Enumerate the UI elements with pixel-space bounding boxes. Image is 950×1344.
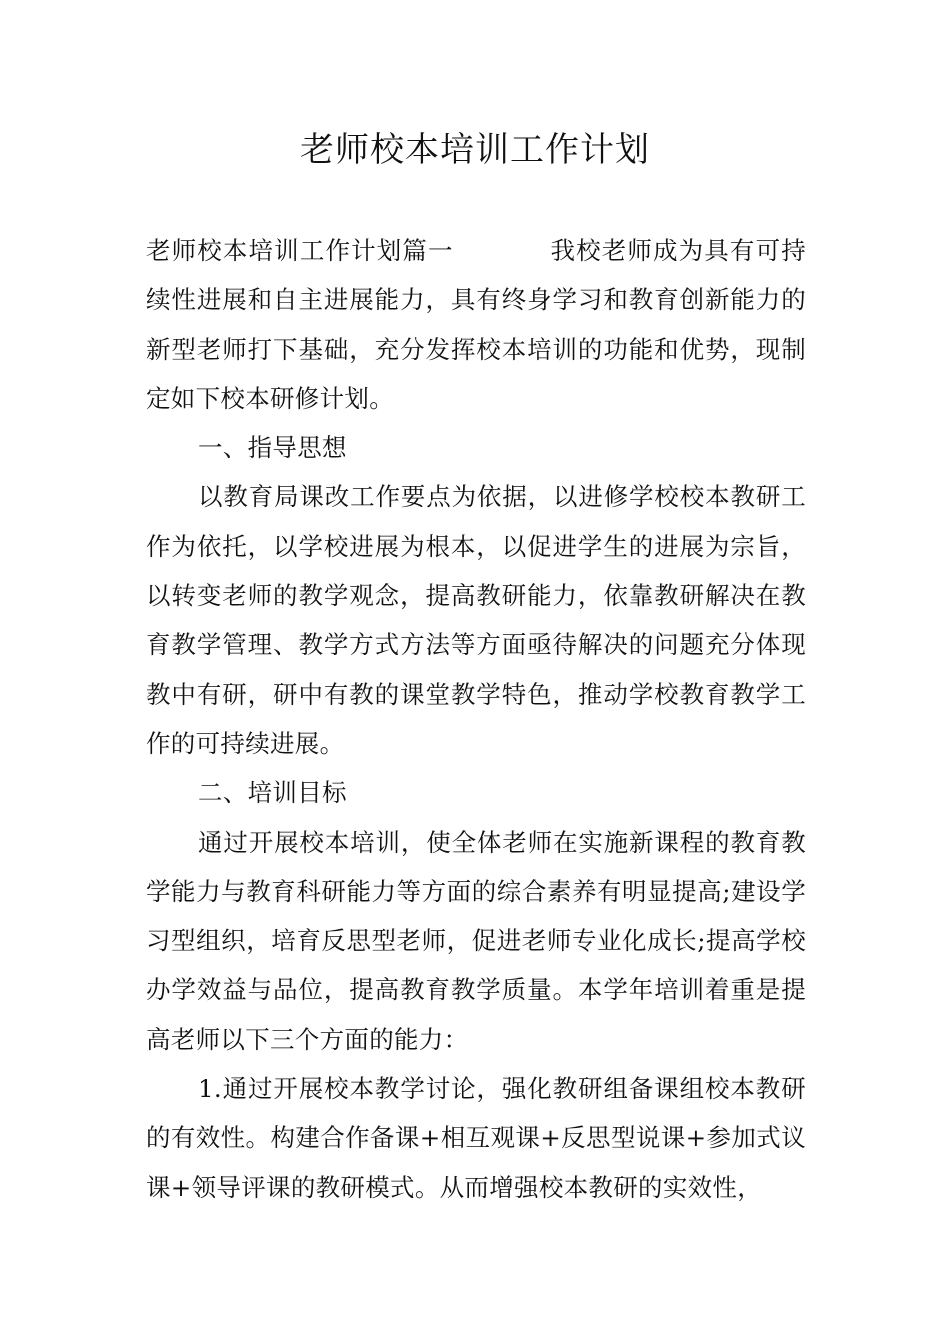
document-title: 老师校本培训工作计划 — [300, 130, 650, 170]
document-body — [146, 226, 806, 1212]
paragraph-training-goals: 通过开展校本培训，使全体老师在实施新课程的教育教学能力与教育科研能力等方面的综合素养有明显提高;建设学习型组织，培育反思型老师，促进老师专业化成长;提高学校办学效益与品位，提高教育教学质量。本学年培训着重是提高老师以下三个方面的能力： — [146, 827, 806, 1054]
paragraph-guiding-ideology: 以教育局课改工作要点为依据，以进修学校校本教研工作为依托，以学校进展为根本，以促进学生的进展为宗旨，以转变老师的教学观念，提高教研能力，依靠教研解决在教育教学管理、教学方式方法等方面亟待解决的问题充分体现教中有研，研中有教的课堂教学特色，推动学校教育教学工作的可持续进展。 — [146, 482, 806, 758]
intro-heading: 老师校本培训工作计划篇一 — [146, 236, 454, 265]
intro-paragraph — [146, 226, 806, 423]
section-heading-guiding-ideology: 一、指导思想 — [198, 433, 347, 463]
paragraph-item-1: 1.通过开展校本教学讨论，强化教研组备课组校本教研的有效性。构建合作备课+相互观课+反思型说课+参加式议课+领导评课的教研模式。从而增强校本教研的实效性， — [146, 1074, 806, 1202]
section-heading-training-goals: 二、培训目标 — [198, 778, 347, 808]
intro-text: 我校老师成为具有可持续性进展和自主进展能力，具有终身学习和教育创新能力的新型老师打下基础，充分发挥校本培训的功能和优势，现制定如下校本研修计划。 — [146, 236, 806, 413]
